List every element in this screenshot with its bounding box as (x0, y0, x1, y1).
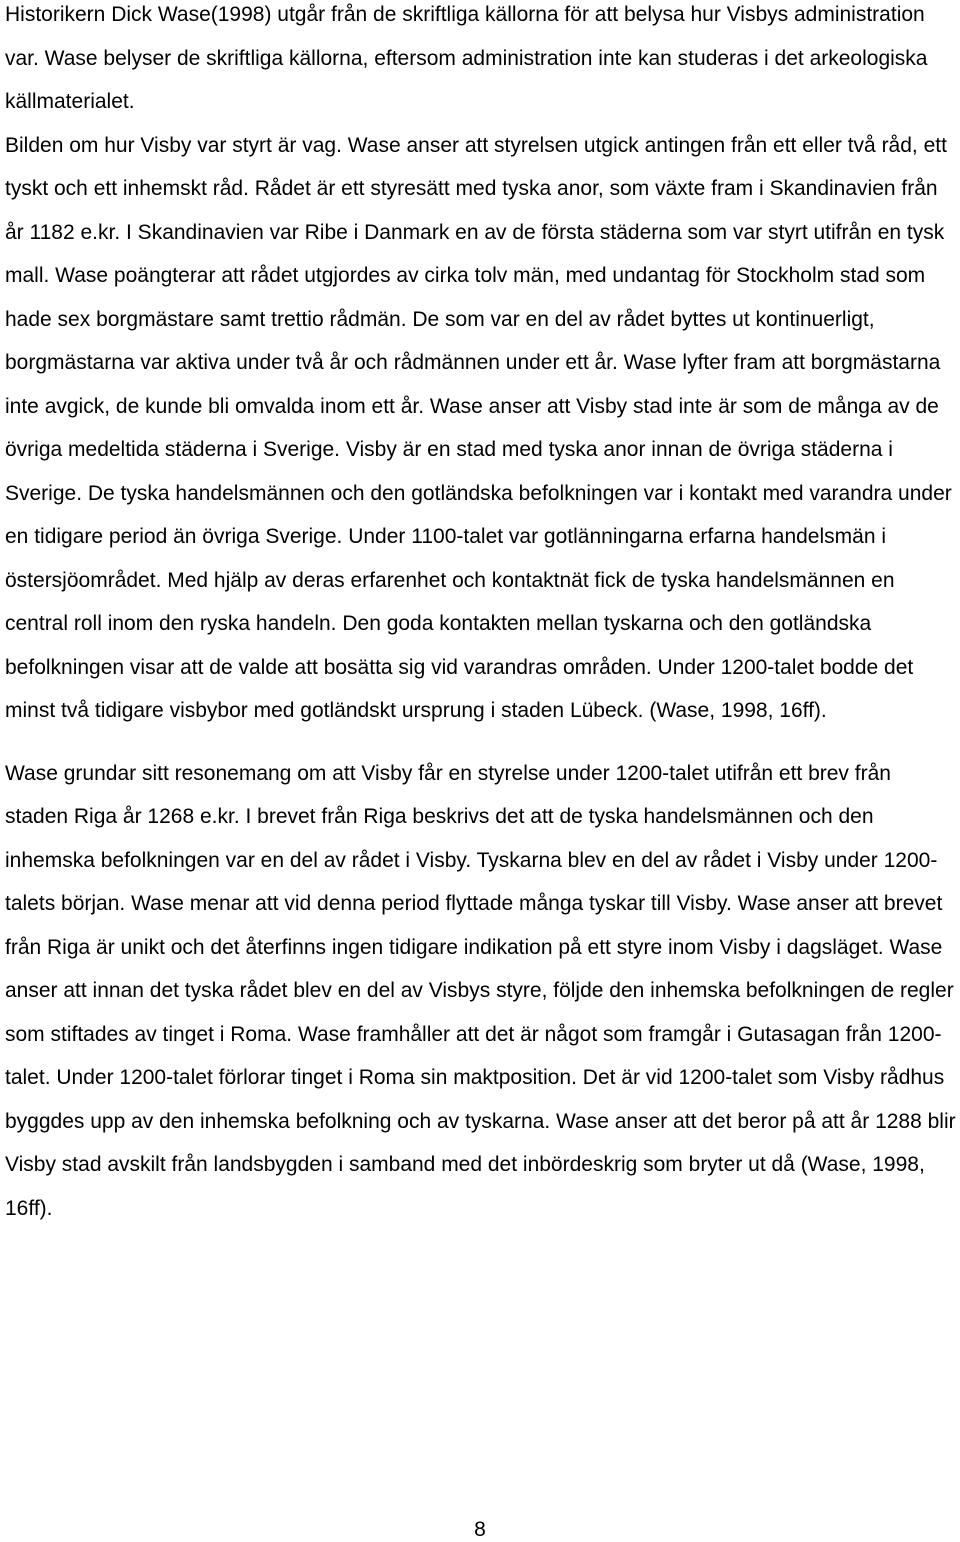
paragraph-1: Historikern Dick Wase(1998) utgår från de skriftliga källorna för att belysa hur Visbys administration var. Wase belyser de skriftliga källorna, eftersom administration inte kan studeras i det arkeologiska källmaterialet. (5, 3, 928, 113)
paragraph-2: Bilden om hur Visby var styrt är vag. Wase anser att styrelsen utgick antingen från ett eller två råd, ett tyskt och ett inhemskt råd. Rådet är ett styresätt med tyska anor, som växte fram i Skandinavien från år 1182 e.kr. I Skandinavien var Ribe i Danmark en av de första städerna som var styrt utifrån en tysk mall. Wase poängterar att rådet utgjordes av cirka tolv män, med undantag för Stockholm stad som hade sex borgmästare samt trettio rådmän. De som var en del av rådet byttes ut kontinuerligt, borgmästarna var aktiva under två år och rådmännen under ett år. Wase lyfter fram att borgmästarna inte avgick, de kunde bli omvalda inom ett år. Wase anser att Visby stad inte är som de många av de övriga medeltida städerna i Sverige. Visby är en stad med tyska anor innan de övriga städerna i Sverige. De tyska handelsmännen och den gotländska befolkningen var i kontakt med varandra under en tidigare period än övriga Sverige. Under 1100-talet var gotlänningarna erfarna handelsmän i östersjöområdet. Med hjälp av deras erfarenhet och kontaktnät fick de tyska handelsmännen en central roll inom den ryska handeln. Den goda kontakten mellan tyskarna och den gotländska befolkningen visar att de valde att bosätta sig vid varandras områden. Under 1200-talet bodde det minst två tidigare visbybor med gotländskt ursprung i staden Lübeck. (Wase, 1998, 16ff). (5, 133, 952, 722)
paragraph-3: Wase grundar sitt resonemang om att Visby får en styrelse under 1200-talet utifrån ett brev från staden Riga år 1268 e.kr. I brevet från Riga beskrivs det att de tyska handelsmännen och den inhemska befolkningen var en del av rådet i Visby. Tyskarna blev en del av rådet i Visby under 1200-talets början. Wase menar att vid denna period flyttade många tyskar till Visby. Wase anser att brevet från Riga är unikt och det återfinns ingen tidigare indikation på ett styre inom Visby i dagsläget. Wase anser att innan det tyska rådet blev en del av Visbys styre, följde den inhemska befolkningen de regler som stiftades av tinget i Roma. Wase framhåller att det är något som framgår i Gutasagan från 1200-talet. Under 1200-talet förlorar tinget i Roma sin maktposition. Det är vid 1200-talet som Visby rådhus byggdes upp av den inhemska befolkning och av tyskarna. Wase anser att det beror på att år 1288 blir Visby stad avskilt från landsbygden i samband med det inbördeskrig som bryter ut då (Wase, 1998, 16ff). (5, 761, 956, 1220)
page-number: 8 (474, 1518, 486, 1541)
document-page (5, 0, 957, 1230)
